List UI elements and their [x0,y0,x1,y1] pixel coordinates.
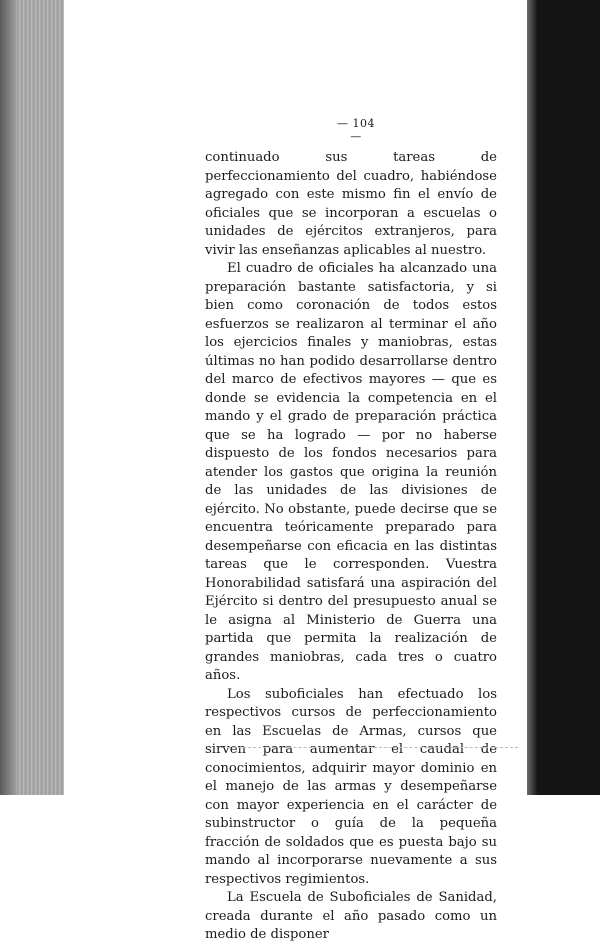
page-number: — 104 — [337,117,375,143]
paragraph-continuation: continuado sus tareas de perfeccionamiento del cuadro, habiéndose agregado con este mismo fin el envío de oficiales que se incorporan a escuelas o unidades de ejércitos extranjeros, para vivir las enseñanzas aplicables al nuestro. [205,150,497,258]
scan-right-edge [527,0,600,795]
body-text [205,149,497,945]
scan-footer-marks [228,747,518,750]
paragraph-escuela-sanidad: La Escuela de Suboficiales de Sanidad, creada durante el año pasado como un medio de disponer [205,890,497,942]
paragraph-suboficiales: Los suboficiales han efectuado los respectivos cursos de perfeccionamiento en las Escuelas de Armas, cursos que sirven para aumentar el caudal de conocimientos, adquirir mayor dominio en el manejo de las armas y desempeñarse con mayor experiencia en el carácter de subinstructor o guía de la pequeña fracción de soldados que es puesta bajo su mando al incorporarse nuevamente a sus respectivos regimientos. [205,686,497,887]
scan-left-edge [0,0,64,795]
paragraph-officers: El cuadro de oficiales ha alcanzado una preparación bastante satisfactoria, y si bien como coronación de todos estos esfuerzos se realizaron al terminar el año los ejercicios finales y maniobras, estas últimas no han podido desarrollarse dentro del marco de efectivos mayores — que es donde se evidencia la competencia en el mando y el grado de preparación práctica que se ha logrado — por no haberse dispuesto de los fondos necesarios para atender los gastos que origina la reunión de las unidades de las divisiones de ejército. No obstante, puede decirse que se encuentra teóricamente preparado para desempeñarse con eficacia en las distintas tareas que le corresponden. Vuestra Honorabilidad satisfará una aspiración del Ejército si dentro del presupuesto anual se le asigna al Ministerio de Guerra una partida que permita la realización de grandes maniobras, cada tres o cuatro años. [205,261,497,683]
